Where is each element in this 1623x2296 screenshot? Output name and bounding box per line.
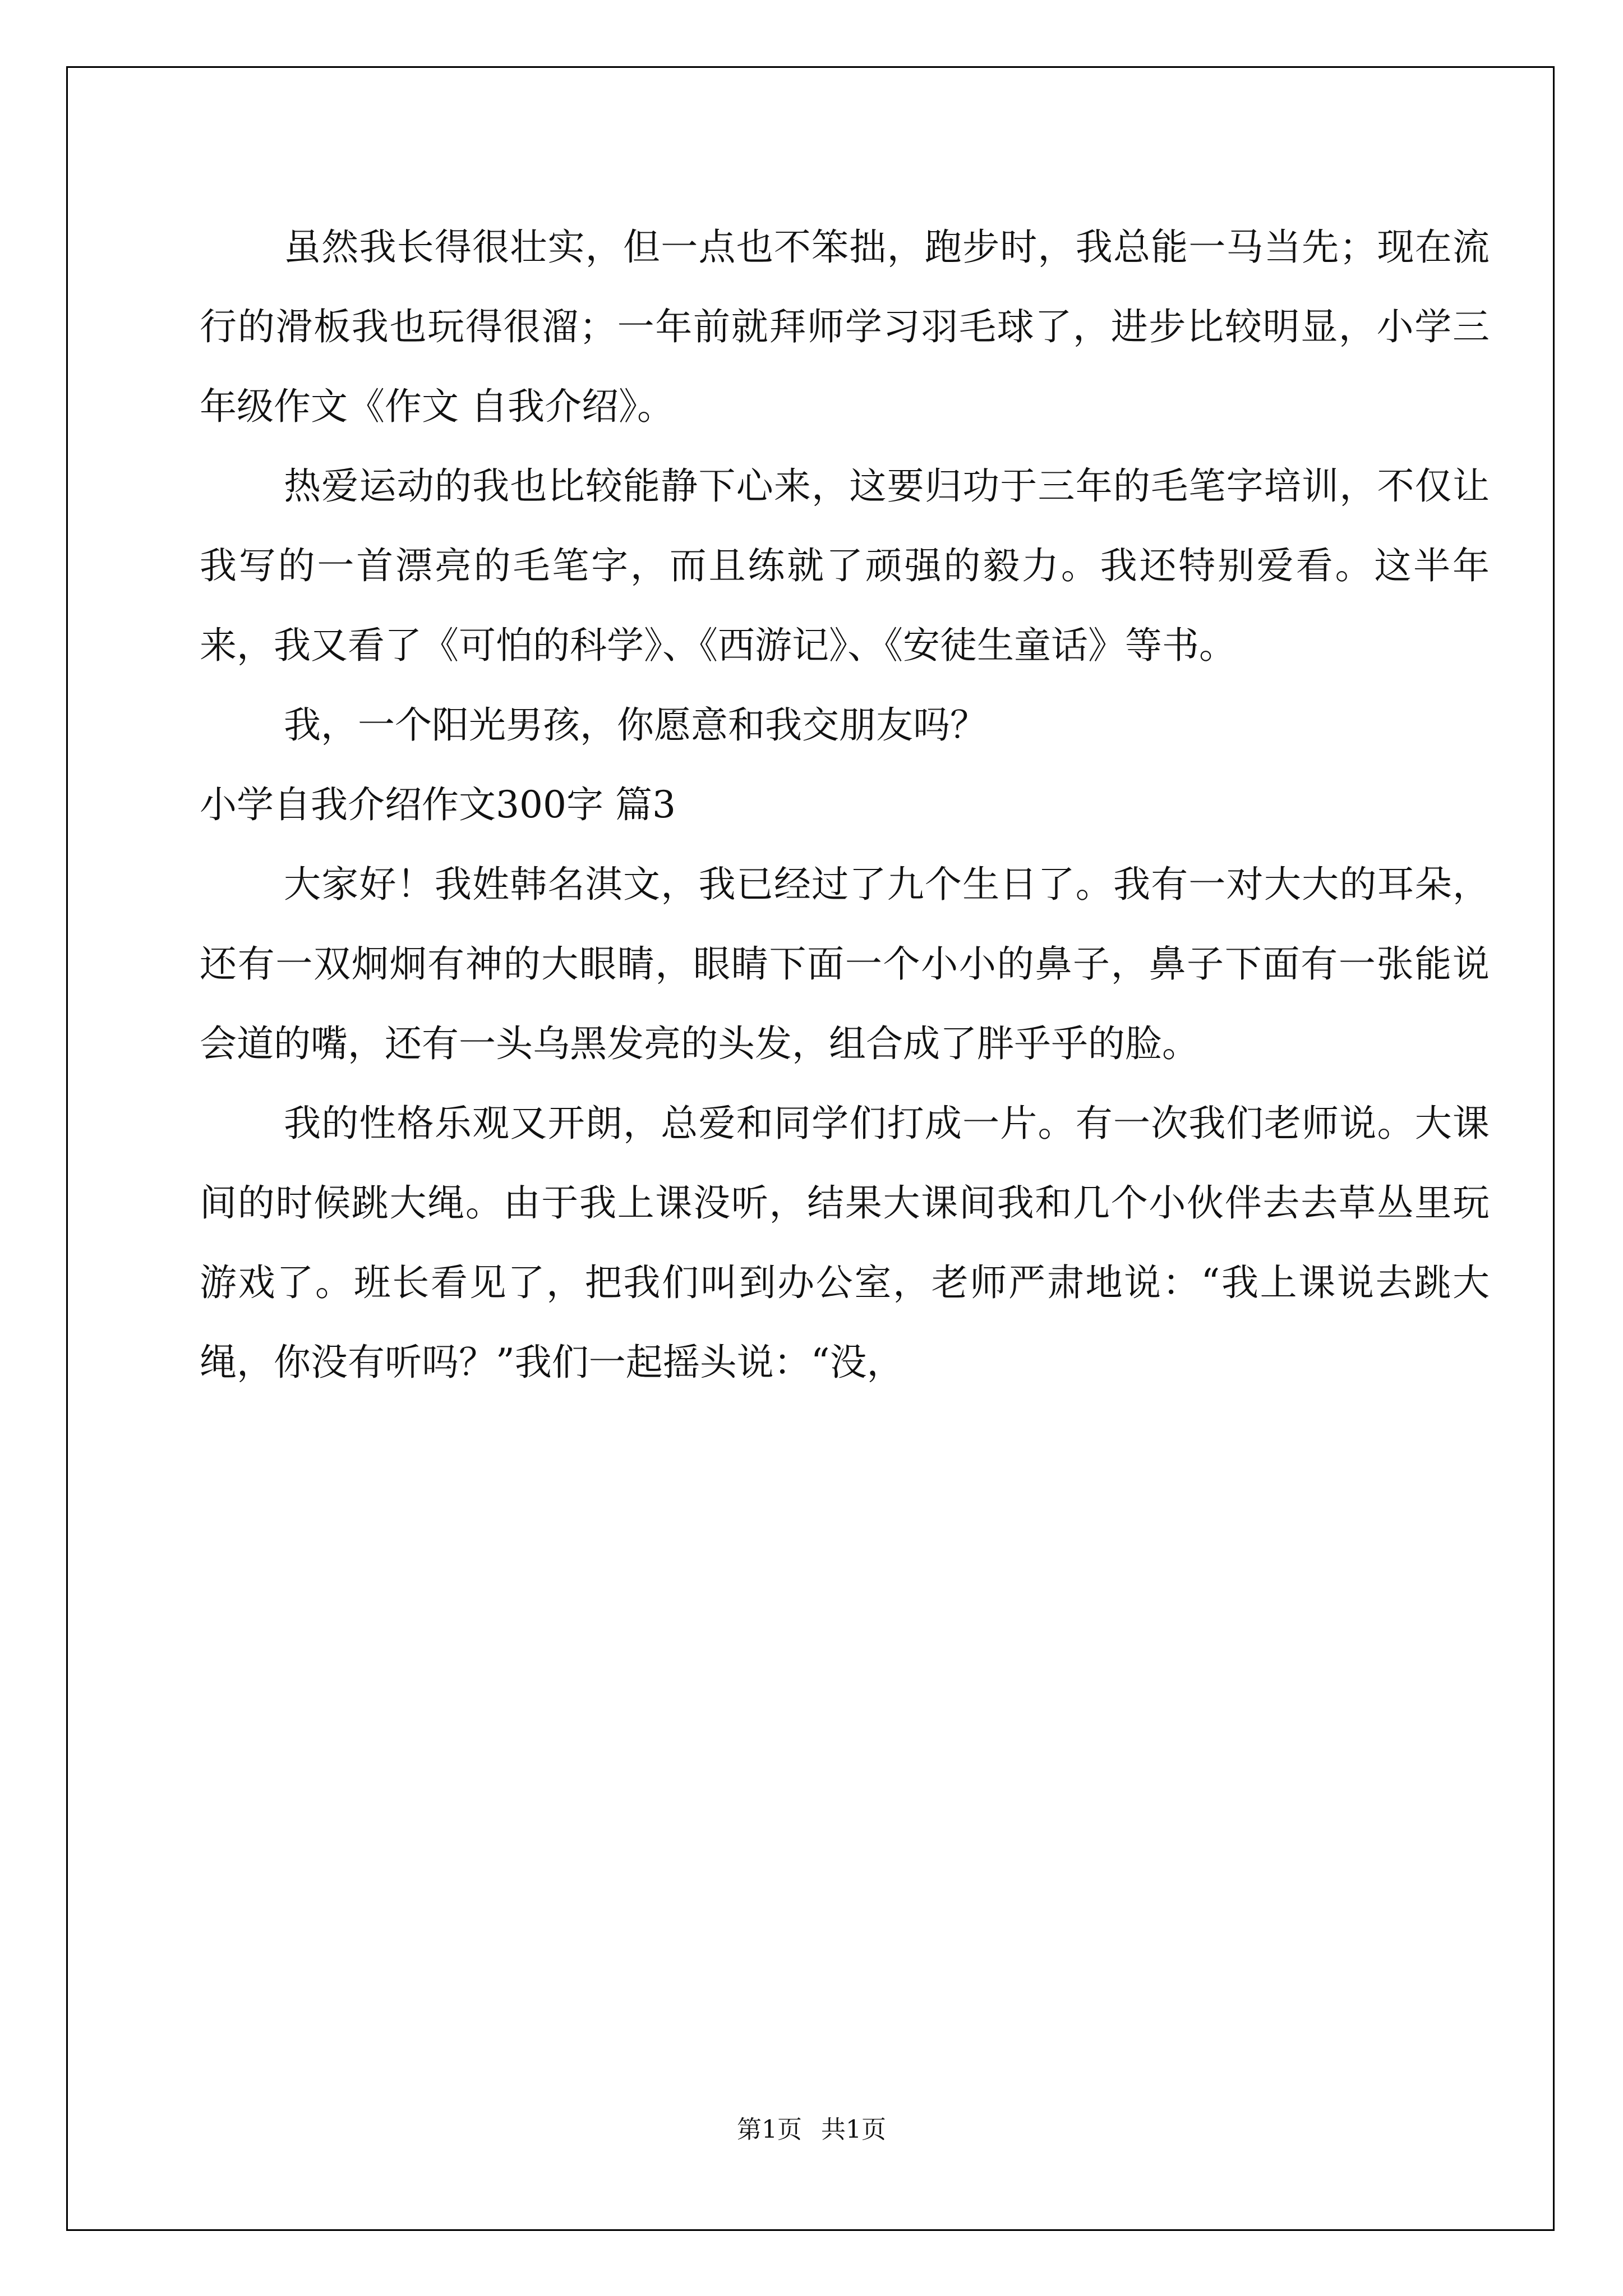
page-footer <box>0 2109 1623 2145</box>
paragraph-4: 大家好！我姓韩名淇文，我已经过了九个生日了。我有一对大大的耳朵，还有一双炯炯有神的大眼睛，眼睛下面一个小小的鼻子，鼻子下面有一张能说会道的嘴，还有一头乌黑发亮的头发，组合成了胖乎乎的脸。 <box>200 863 1490 1065</box>
page-number-current: 第1页 <box>737 2115 802 2144</box>
paragraph-3: 我，一个阳光男孩，你愿意和我交朋友吗？ <box>284 703 987 747</box>
document-body <box>200 208 1490 1402</box>
paragraph-2: 热爱运动的我也比较能静下心来，这要归功于三年的毛笔字培训，不仅让我写的一首漂亮的毛笔字，而且练就了顽强的毅力。我还特别爱看。这半年来，我又看了《可怕的科学》、《西游记》、《安徒生童话》等书。 <box>200 464 1490 667</box>
section-heading: 小学自我介绍作文300字 篇3 <box>200 783 676 826</box>
page-number-total: 共1页 <box>821 2115 886 2144</box>
paragraph-5: 我的性格乐观又开朗，总爱和同学们打成一片。有一次我们老师说。大课间的时候跳大绳。由于我上课没听，结果大课间我和几个小伙伴去去草丛里玩游戏了。班长看见了，把我们叫到办公室，老师严肃地说：“我上课说去跳大绳，你没有听吗？”我们一起摇头说：“没， <box>200 1102 1490 1384</box>
paragraph-1: 虽然我长得很壮实，但一点也不笨拙，跑步时，我总能一马当先；现在流行的滑板我也玩得很溜；一年前就拜师学习羽毛球了，进步比较明显，小学三年级作文《作文 自我介绍》。 <box>200 226 1490 428</box>
